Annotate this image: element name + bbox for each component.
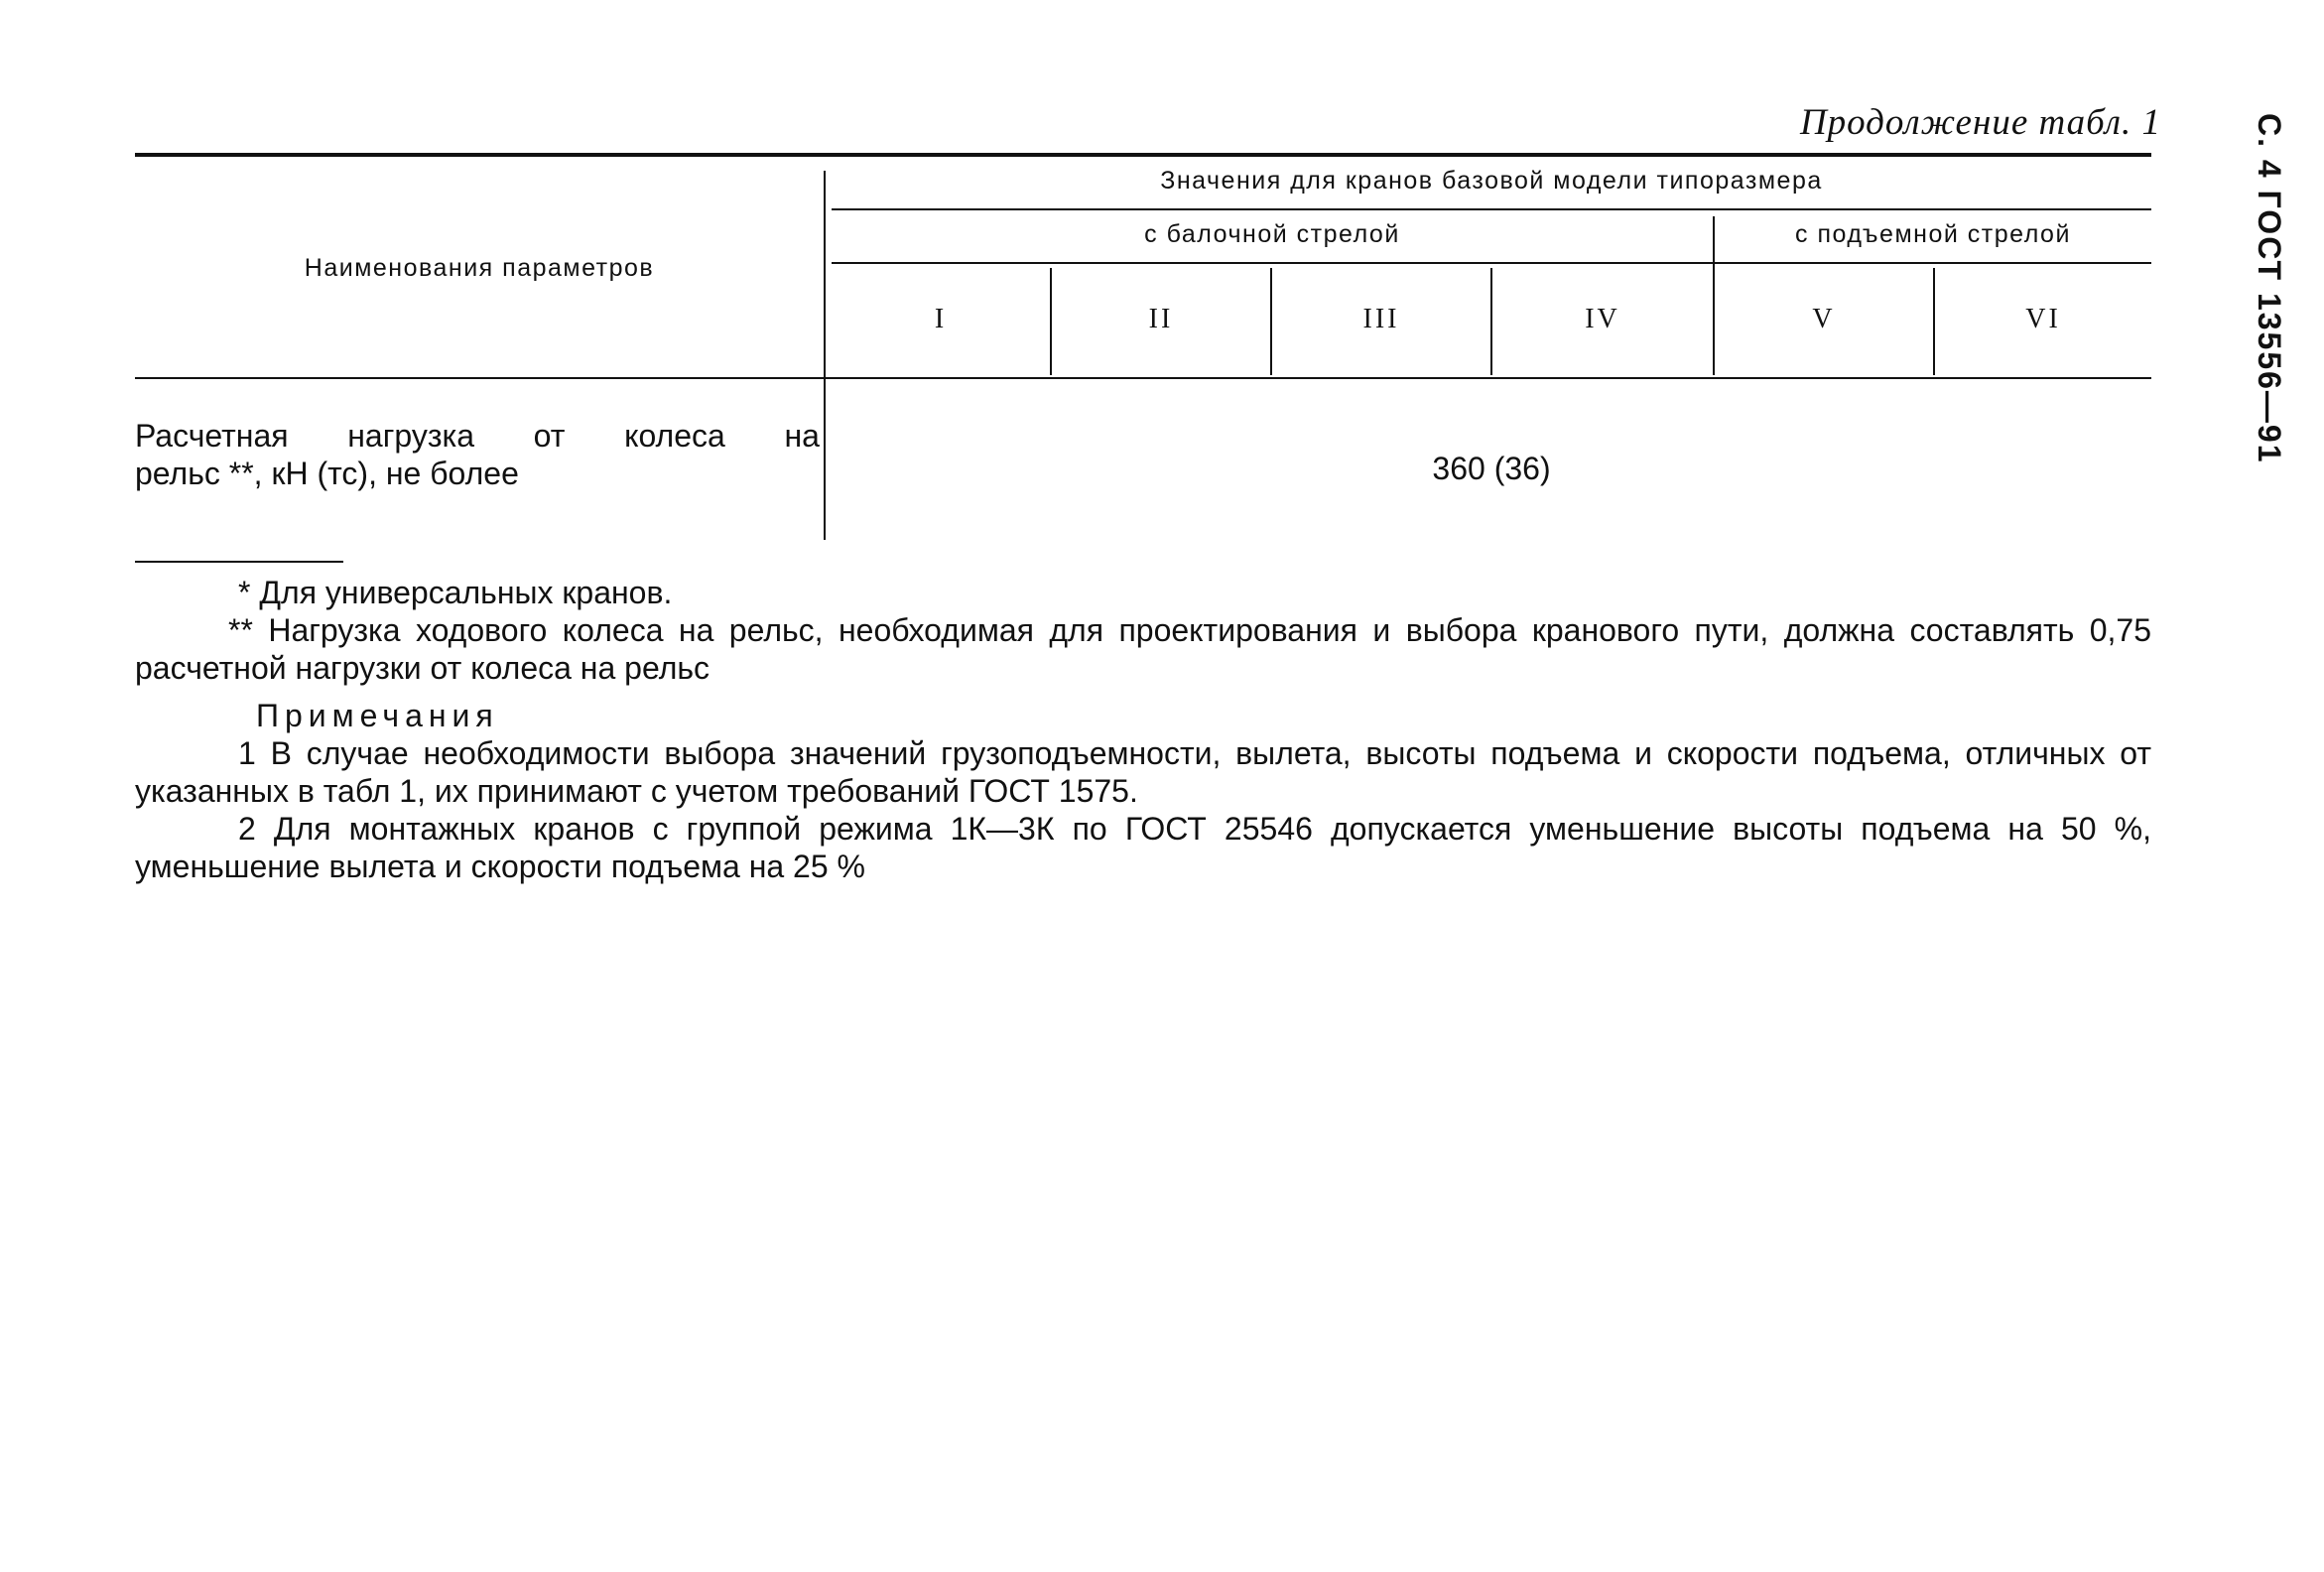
subgroup-header-beam: с балочной стрелой xyxy=(1144,220,1400,248)
note-1: 1 В случае необходимости выбора значений грузоподъемности, вылета, высоты подъема и скорости подъема, отличных от указанных в табл 1, их принимают с учетом требований ГОСТ 1575. xyxy=(135,735,2151,809)
table-row-param xyxy=(135,417,820,492)
column-header-iv: IV xyxy=(1585,304,1620,334)
subgroup-header-lifting: с подъемной стрелой xyxy=(1795,220,2071,248)
table-top-rule xyxy=(135,153,2151,157)
notes-title: Примечания xyxy=(256,698,499,733)
header-bottom-rule xyxy=(135,377,2151,379)
param-word: на xyxy=(784,418,820,454)
column-header-i: I xyxy=(934,304,948,334)
column-header-v: V xyxy=(1812,304,1836,334)
footnote-1: * Для универсальных кранов. xyxy=(238,575,673,610)
continuation-label: Продолжение табл. 1 xyxy=(1799,102,2161,143)
param-word: колеса xyxy=(624,418,725,454)
column-header-iii: III xyxy=(1362,304,1400,334)
group-header: Значения для кранов базовой модели типоразмера xyxy=(1160,167,1823,195)
column-header-ii: II xyxy=(1148,304,1174,334)
param-column-divider xyxy=(824,171,826,540)
footnotes-and-notes xyxy=(135,574,2151,885)
subgroup-header-rule xyxy=(832,262,2151,264)
param-line-2: рельс **, кН (тс), не более xyxy=(135,456,519,491)
footnote-2: ** Нагрузка ходового колеса на рельс, необходимая для проектирования и выбора кранового пути, должна составлять 0,75 расчетной нагрузки от колеса на рельс xyxy=(135,612,2151,686)
footnote-rule xyxy=(135,561,343,563)
note-2: 2 Для монтажных кранов с группой режима 1К—3К по ГОСТ 25546 допускается уменьшение высоты подъема на 50 %, уменьшение вылета и скорости подъема на 25 % xyxy=(135,811,2151,884)
side-header: С. 4 ГОСТ 13556—91 xyxy=(2252,113,2287,464)
param-column-header: Наименования параметров xyxy=(304,254,655,282)
param-word: Расчетная xyxy=(135,418,289,454)
table-row-value: 360 (36) xyxy=(1432,451,1551,486)
column-header-vi: VI xyxy=(2025,304,2061,334)
param-word: от xyxy=(533,418,566,454)
parameters-table xyxy=(135,153,2151,540)
group-header-rule xyxy=(832,208,2151,210)
param-word: нагрузка xyxy=(347,418,474,454)
